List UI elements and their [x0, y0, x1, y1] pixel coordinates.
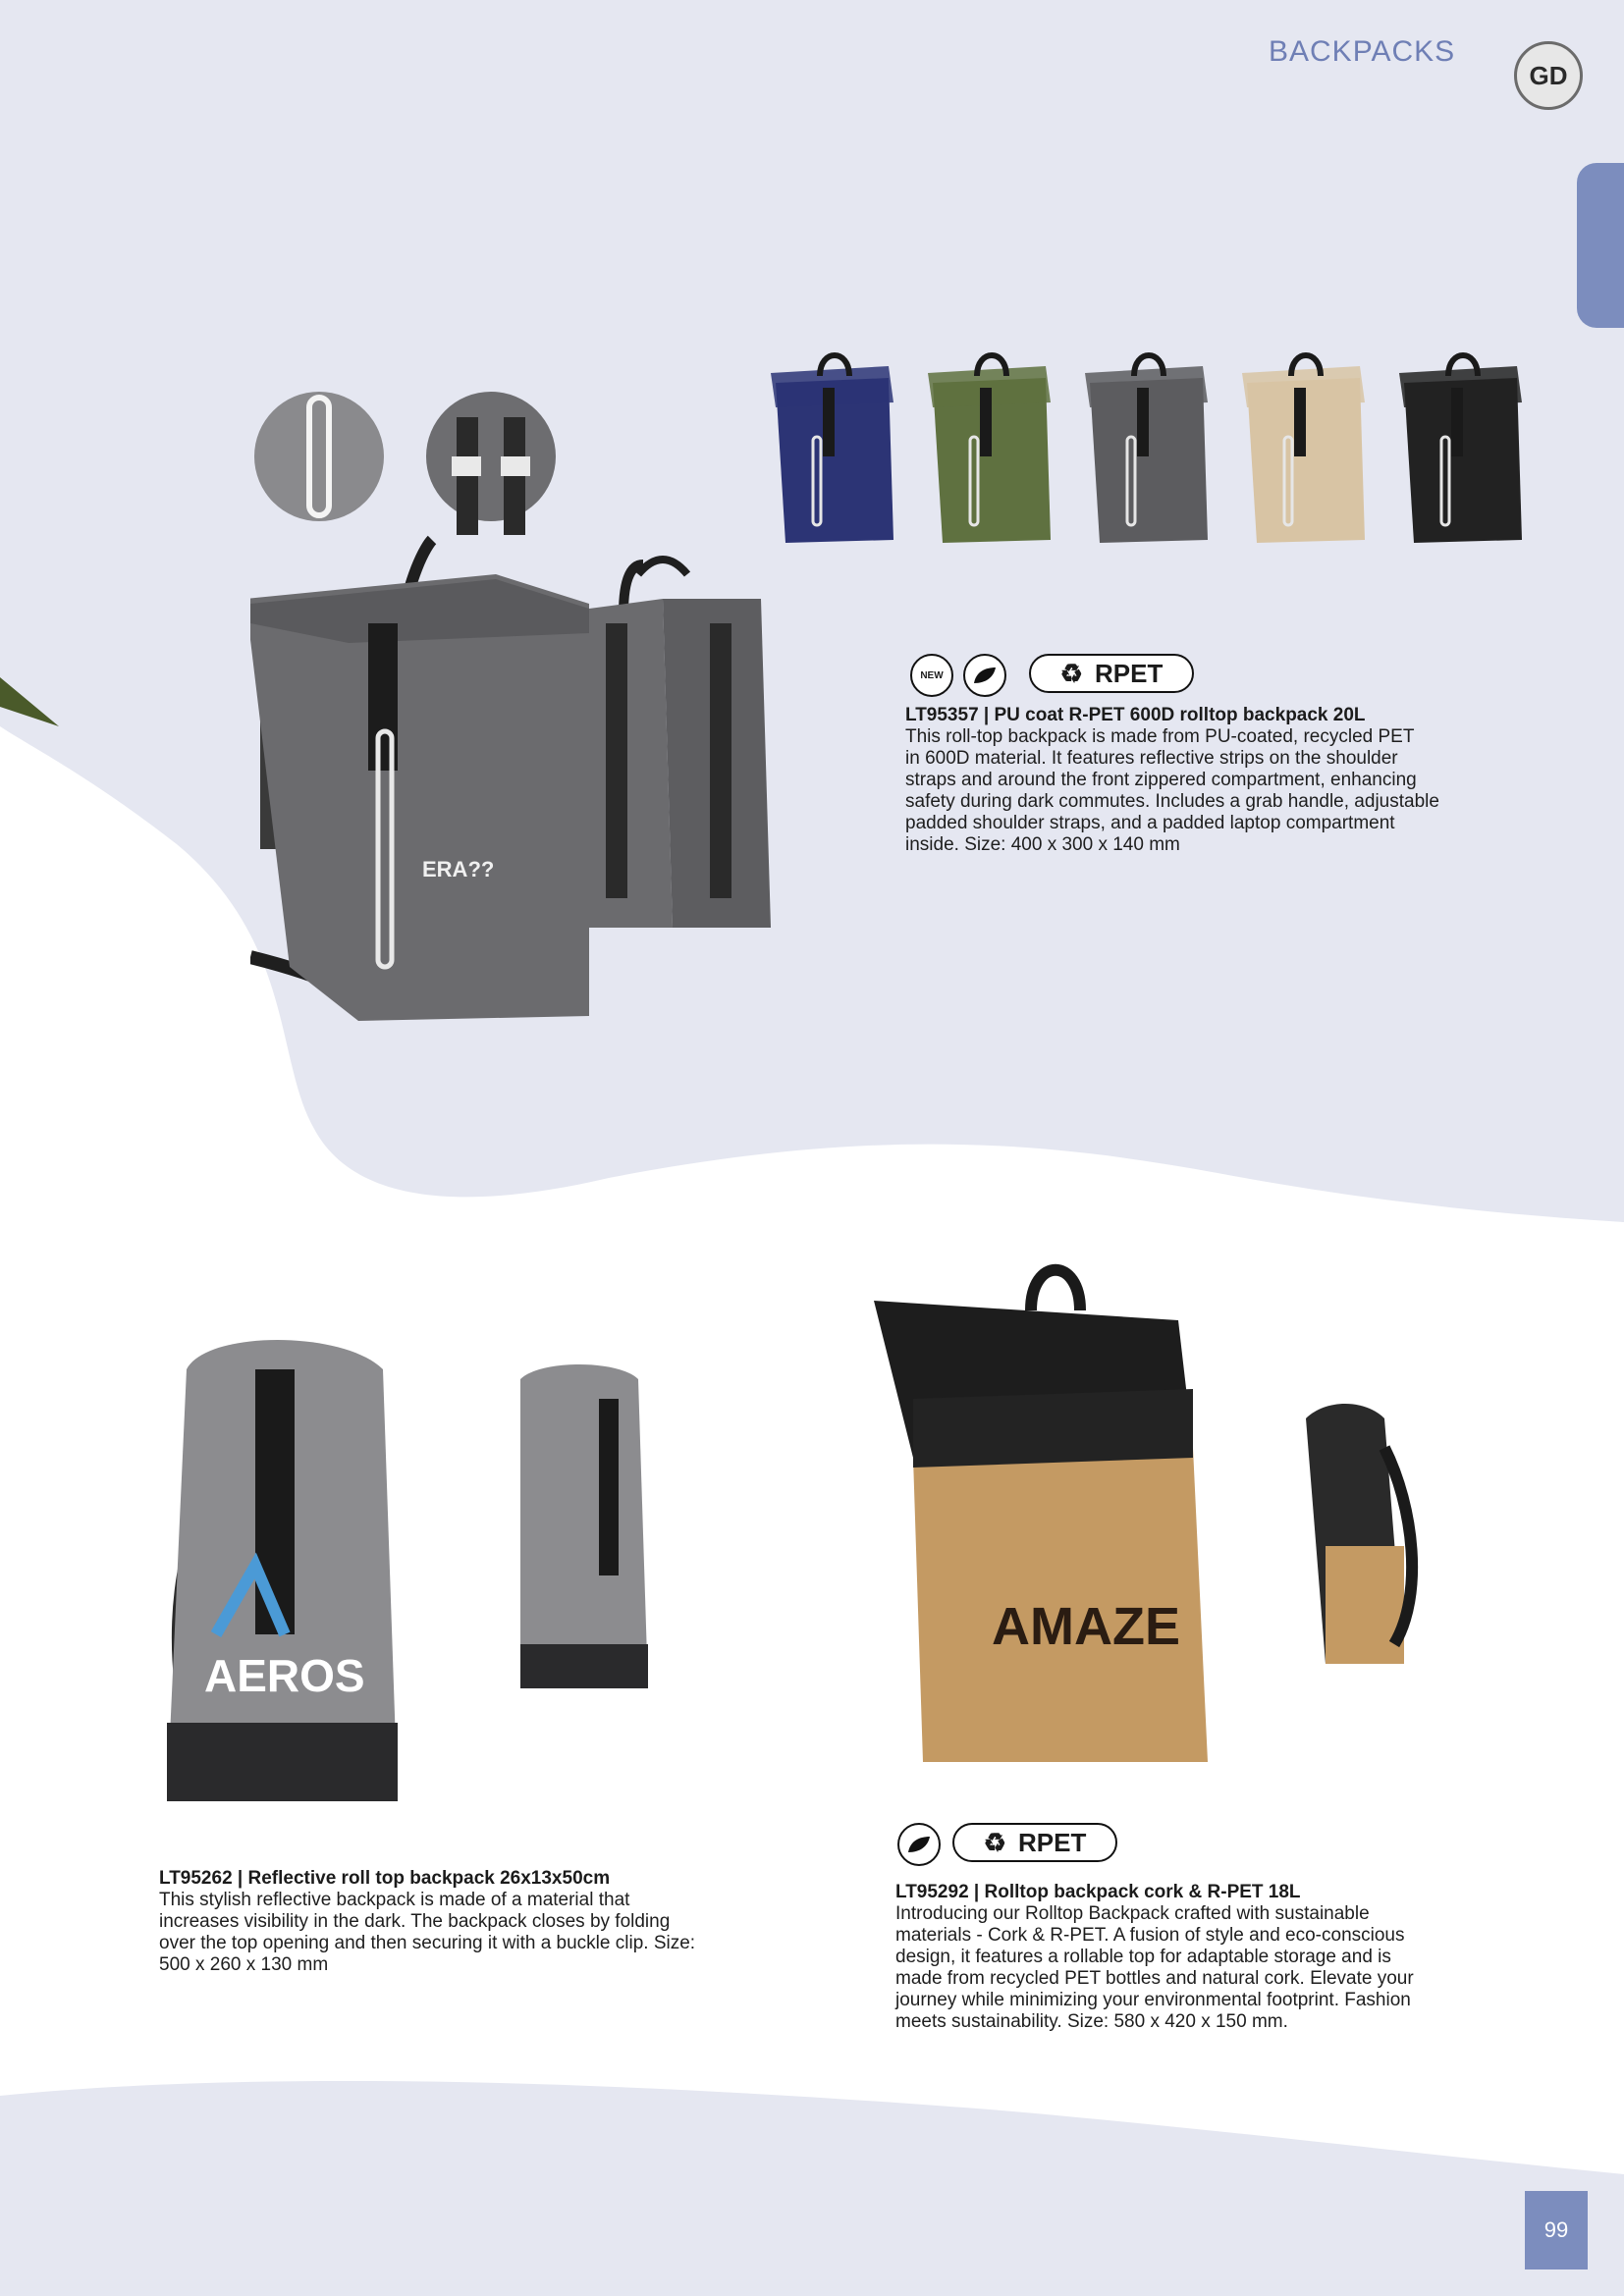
leaf-icon [963, 654, 1006, 697]
brand-logo: GD [1514, 41, 1583, 110]
variant-backpack [1085, 355, 1208, 543]
logo-print-amaze: AMAZE [992, 1597, 1180, 1656]
backpack-front-view [250, 540, 589, 1021]
desc-line: over the top opening and then securing it with a buckle clip. Size: [159, 1933, 696, 1953]
backpack-front-view [167, 1340, 398, 1801]
desc-line: made from recycled PET bottles and natural cork. Elevate your [895, 1968, 1414, 1989]
logo-print-aeros: AEROS [204, 1650, 365, 1701]
variant-backpack [928, 355, 1051, 543]
rpet-badge: ♻ RPET [1029, 654, 1194, 693]
product-lt95357 [905, 705, 1494, 856]
logo-print-era: ERA?? [422, 857, 495, 881]
product-image-lt95262 [147, 1310, 736, 1821]
desc-line: inside. Size: 400 x 300 x 140 mm [905, 834, 1180, 855]
product-title: LT95292 | Rolltop backpack cork & R-PET 18L [895, 1882, 1301, 1902]
desc-line: straps and around the front zippered compartment, enhancing [905, 770, 1417, 790]
recycle-icon: ♻ [983, 1827, 1006, 1857]
desc-line: padded shoulder straps, and a padded laptop compartment [905, 813, 1395, 833]
rpet-badge: ♻ RPET [952, 1823, 1117, 1862]
reflective-detail-strap [426, 392, 556, 535]
product-image-lt95292 [854, 1252, 1551, 1772]
desc-line: materials - Cork & R-PET. A fusion of style and eco-conscious [895, 1925, 1405, 1946]
reflective-detail-zip [254, 392, 384, 521]
color-variants [756, 348, 1532, 545]
leaf-icon [897, 1823, 941, 1866]
variant-backpack [1399, 355, 1522, 543]
section-tab[interactable] [1577, 163, 1624, 328]
backpack-back-view [520, 1364, 648, 1688]
product-lt95262 [159, 1868, 748, 1976]
backpack-back-view [1306, 1404, 1412, 1664]
desc-line: design, it features a rollable top for adaptable storage and is [895, 1947, 1391, 1967]
desc-line: journey while minimizing your environmental footprint. Fashion [895, 1990, 1411, 2010]
variant-backpack [1242, 355, 1365, 543]
product-title: LT95357 | PU coat R-PET 600D rolltop backpack 20L [905, 705, 1366, 725]
product-title: LT95262 | Reflective roll top backpack 26x13x50cm [159, 1868, 611, 1889]
product-lt95292 [895, 1882, 1485, 2033]
variant-backpack [771, 355, 893, 543]
desc-line: Introducing our Rolltop Backpack crafted with sustainable [895, 1903, 1370, 1924]
desc-line: safety during dark commutes. Includes a grab handle, adjustable [905, 791, 1439, 812]
desc-line: This stylish reflective backpack is made of a material that [159, 1890, 630, 1910]
desc-line: in 600D material. It features reflective strips on the shoulder [905, 748, 1398, 769]
desc-line: This roll-top backpack is made from PU-coated, recycled PET [905, 726, 1415, 747]
desc-line: meets sustainability. Size: 580 x 420 x 150 mm. [895, 2011, 1288, 2032]
new-badge: NEW [910, 654, 953, 697]
page-number: 99 [1525, 2191, 1588, 2269]
recycle-icon: ♻ [1059, 658, 1083, 688]
desc-line: 500 x 260 x 130 mm [159, 1954, 329, 1975]
backpack-front-view [874, 1270, 1208, 1762]
desc-line: increases visibility in the dark. The backpack closes by folding [159, 1911, 671, 1932]
section-title: BACKPACKS [1269, 35, 1456, 68]
